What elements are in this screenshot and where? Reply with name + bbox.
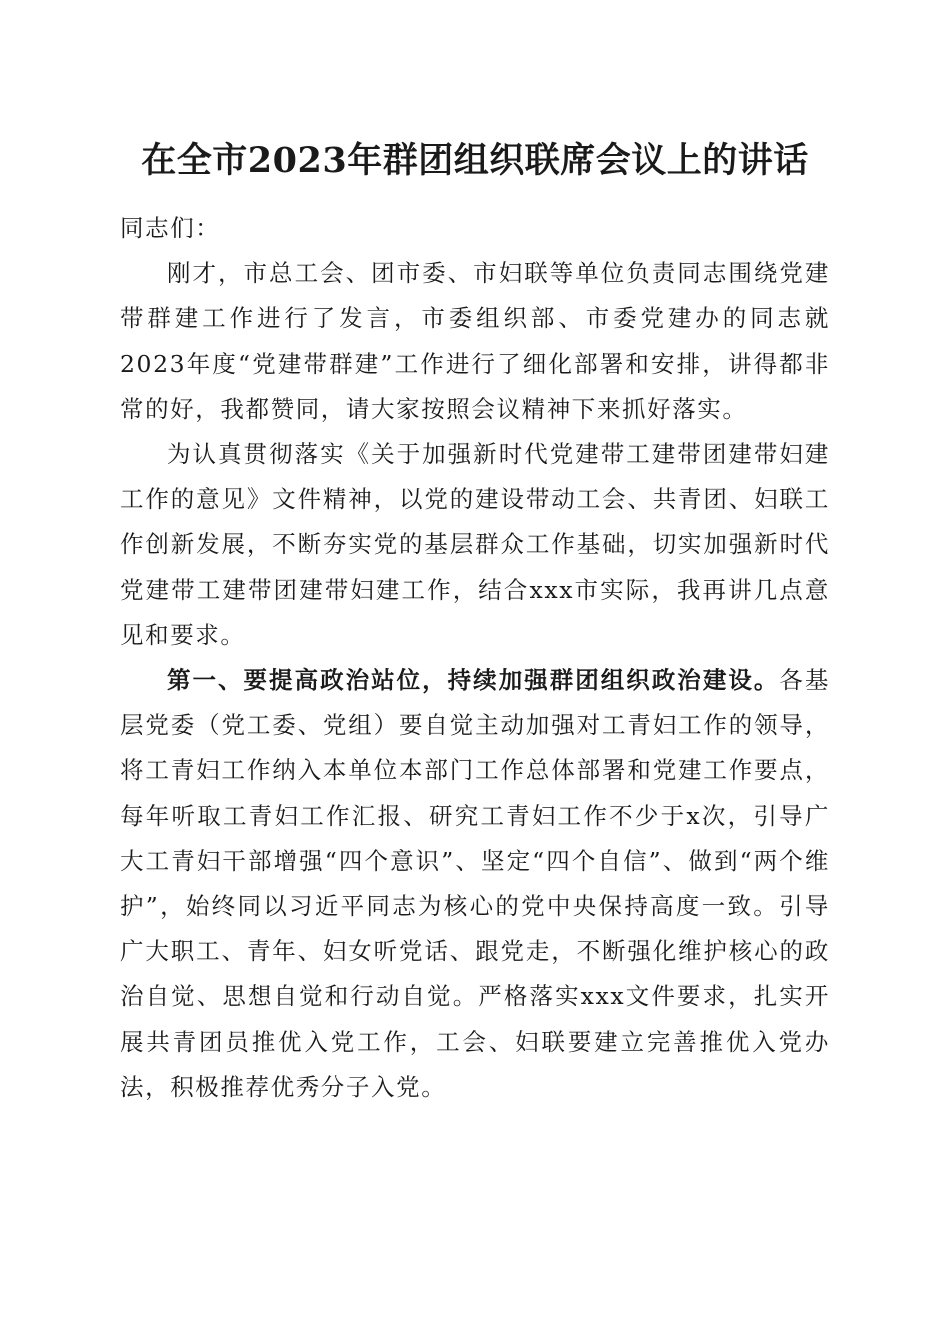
paragraph-text: 为认真贯彻落实《关于加强新时代党建带工建带团建带妇建工作的意见》文件精神，以党的建设带动工会、共青团、妇联工作创新发展，不断夯实党的基层群众工作基础，切实加强新时代党建带工建带团建带妇建工作，结合xxx市实际，我再讲几点意见和要求。 — [120, 440, 830, 649]
paragraph-text: 刚才，市总工会、团市委、市妇联等单位负责同志围绕党建带群建工作进行了发言，市委组织部、市委党建办的同志就2023年度“党建带群建”工作进行了细化部署和安排，讲得都非常的好，我都赞同，请大家按照会议精神下来抓好落实。 — [120, 259, 830, 423]
document-title: 在全市2023年群团组织联席会议上的讲话 — [141, 140, 809, 181]
salutation: 同志们： — [120, 214, 221, 242]
paragraph-text: 各基层党委（党工委、党组）要自觉主动加强对工青妇工作的领导，将工青妇工作纳入本单位本部门工作总体部署和党建工作要点，每年听取工青妇工作汇报、研究工青妇工作不少于x次，引导广大工青妇干部增强“四个意识”、坚定“四个自信”、做到“两个维护”，始终同以习近平同志为核心的党中央保持高度一致。引导广大职工、青年、妇女听党话、跟党走，不断强化维护核心的政治自觉、思想自觉和行动自觉。严格落实xxx文件要求，扎实开展共青团员推优入党工作，工会、妇联要建立完善推优入党办法，积极推荐优秀分子入党。 — [120, 666, 830, 1101]
paragraph-point-one — [120, 658, 830, 1110]
paragraph-lead-heading: 第一、要提高政治站位，持续加强群团组织政治建设。 — [167, 666, 780, 695]
paragraph-purpose — [120, 432, 830, 658]
paragraph-opening-remarks — [120, 251, 830, 432]
document-body — [120, 206, 830, 1110]
